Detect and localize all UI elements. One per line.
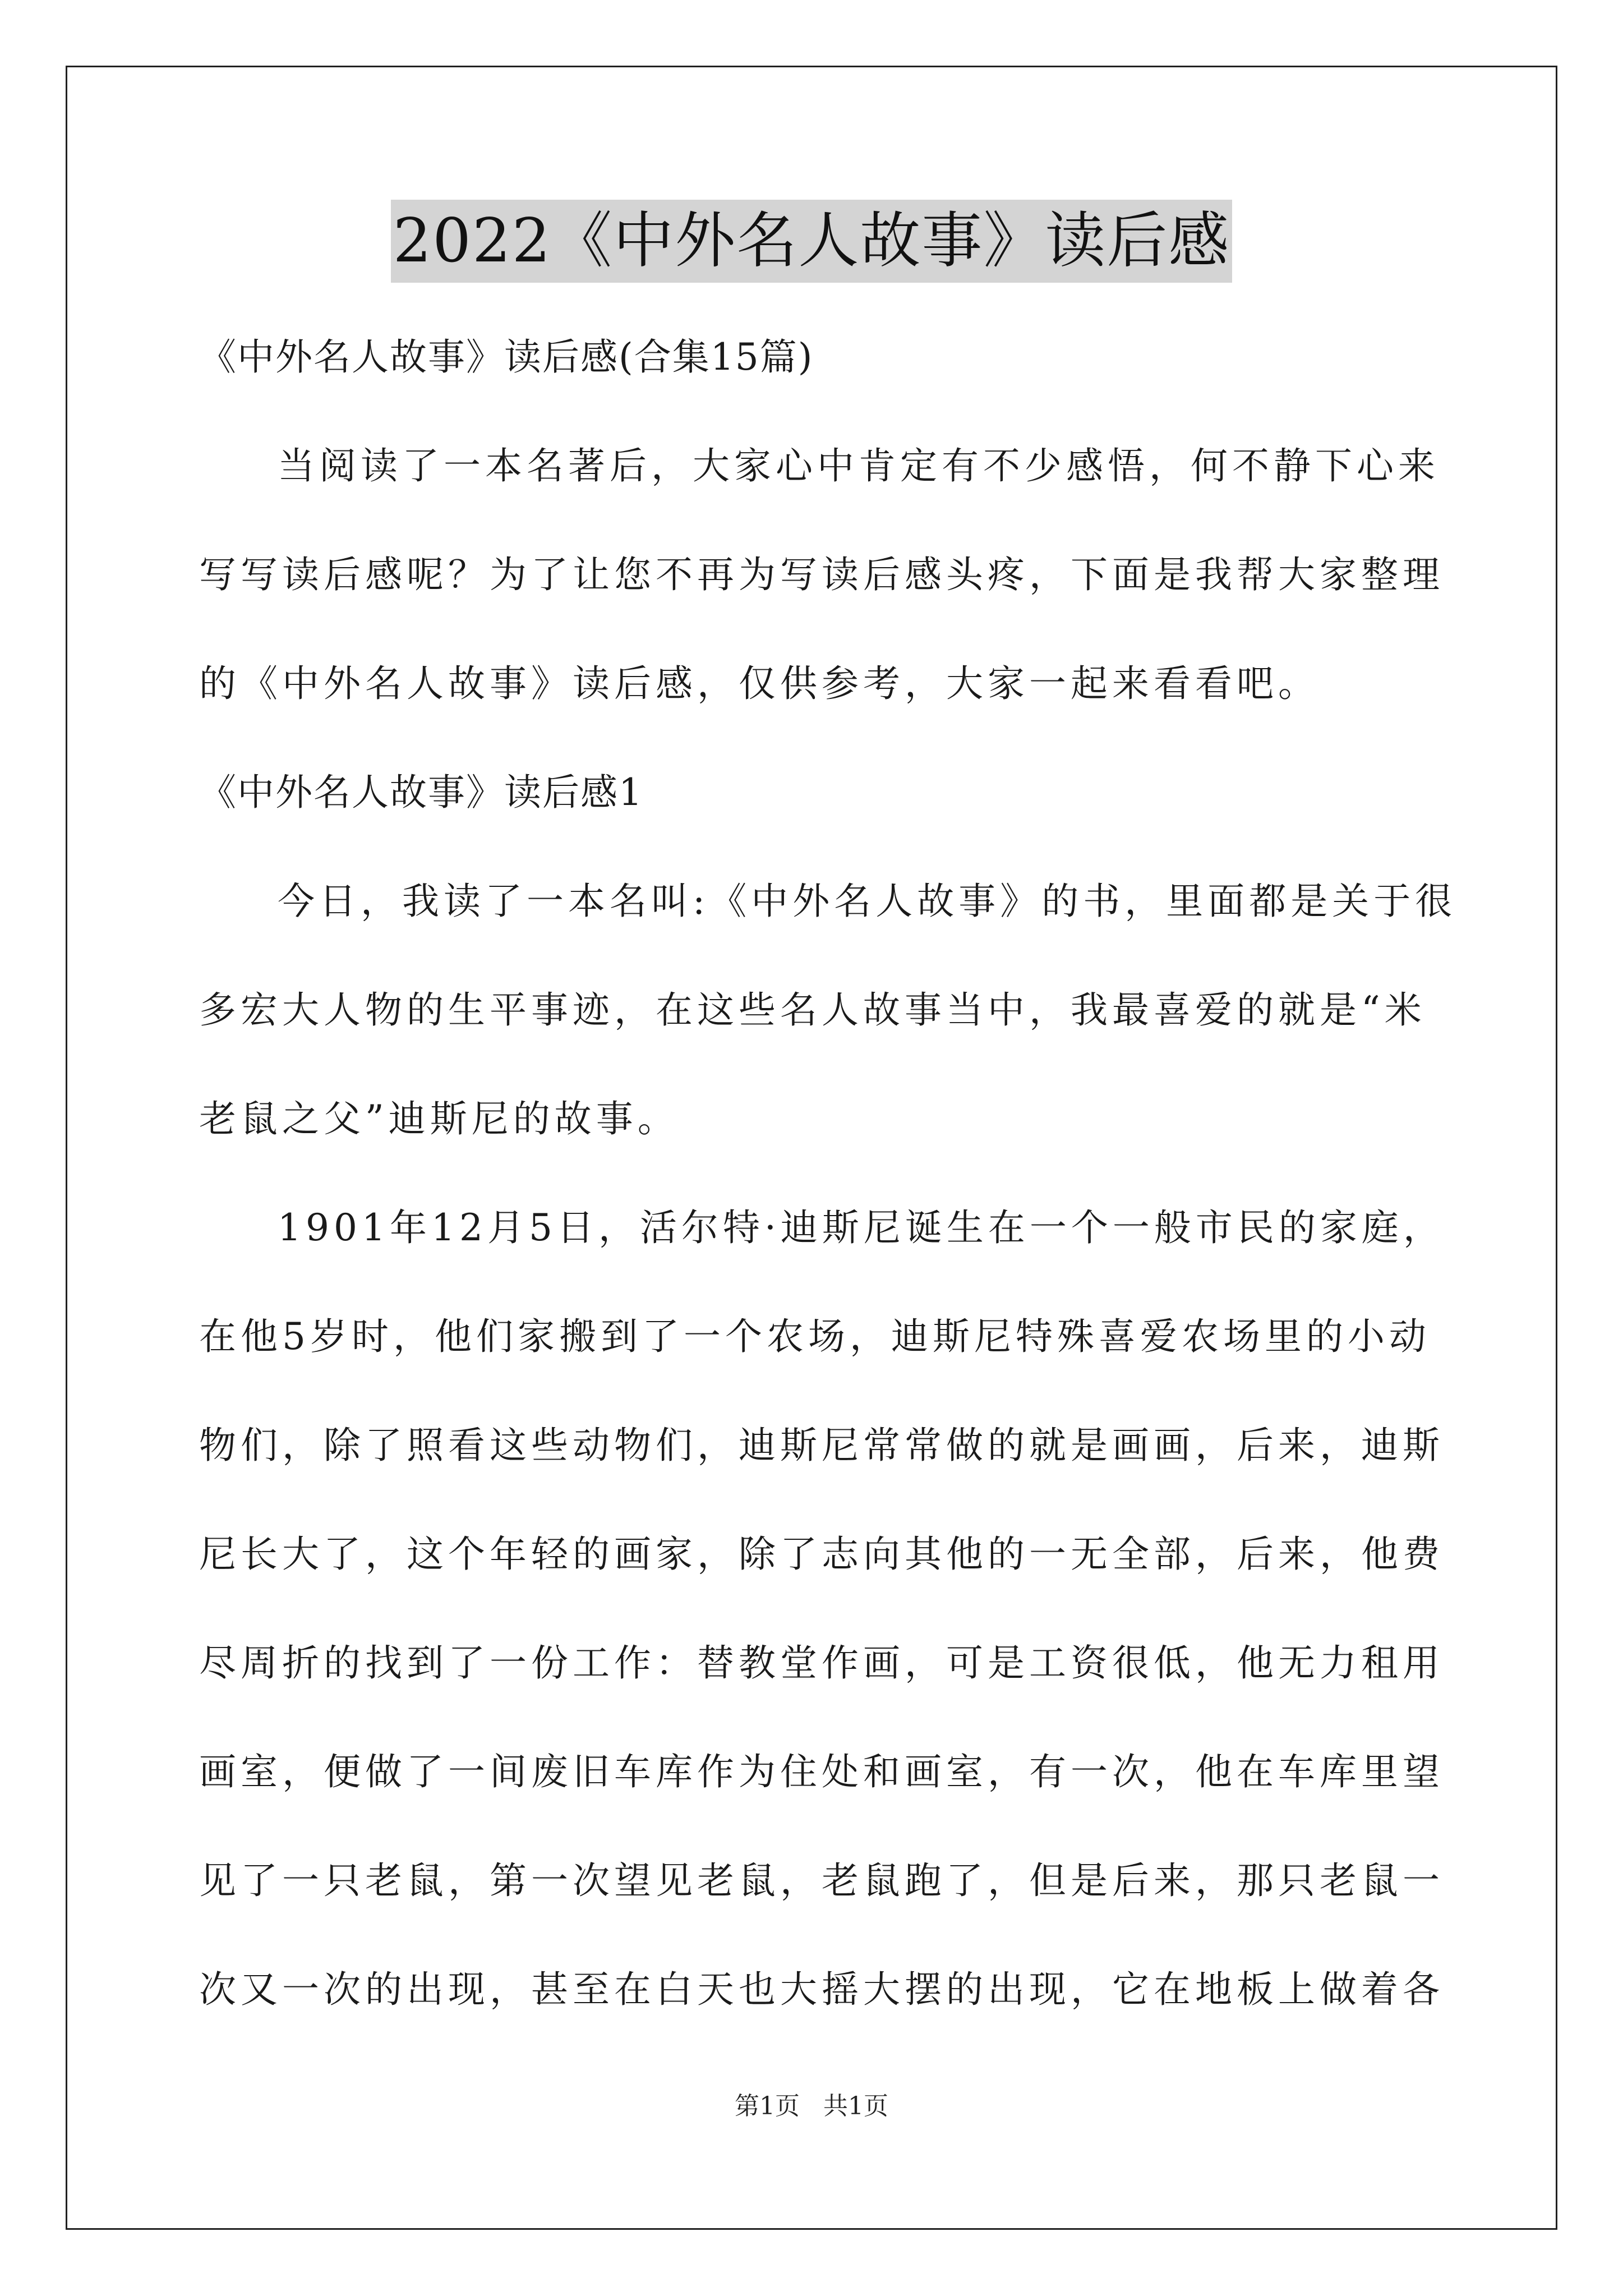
page-footer: 第1页 共1页 [735, 2092, 888, 2120]
para1-line-2: 多宏大人物的生平事迹，在这些名人故事当中，我最喜爱的就是“米 [199, 988, 1426, 1032]
para2-line-2: 在他5岁时，他们家搬到了一个农场，迪斯尼特殊喜爱农场里的小动 [199, 1315, 1431, 1358]
para2-line-7: 见了一只老鼠，第一次望见老鼠，老鼠跑了，但是后来，那只老鼠一 [199, 1859, 1444, 1902]
para2-line-6: 画室，便做了一间废旧车库作为住处和画室，有一次，他在车库里望 [199, 1750, 1444, 1793]
para2-line-5: 尽周折的找到了一份工作：替教堂作画，可是工资很低，他无力租用 [199, 1641, 1444, 1685]
document-body [199, 303, 1467, 2044]
document-title: 2022《中外名人故事》读后感 [391, 200, 1233, 283]
intro-line-3: 的《中外名人故事》读后感，仅供参考，大家一起来看看吧。 [199, 662, 1320, 705]
para2-line-1: 1901年12月5日，活尔特·迪斯尼诞生在一个一般市民的家庭， [278, 1206, 1445, 1249]
document-subtitle: 《中外名人故事》读后感(合集15篇) [199, 335, 814, 379]
para2-line-8: 次又一次的出现，甚至在白天也大摇大摆的出现，它在地板上做着各 [199, 1968, 1444, 2011]
section-heading: 《中外名人故事》读后感1 [199, 771, 643, 814]
para1-line-3: 老鼠之父”迪斯尼的故事。 [199, 1097, 679, 1140]
para2-line-3: 物们，除了照看这些动物们，迪斯尼常常做的就是画画，后来，迪斯 [199, 1424, 1444, 1467]
title-container [0, 200, 1623, 283]
intro-line-2: 写写读后感呢？为了让您不再为写读后感头疼，下面是我帮大家整理 [199, 553, 1444, 596]
para1-line-1: 今日，我读了一本名叫:《中外名人故事》的书，里面都是关于很 [278, 880, 1457, 923]
para2-line-4: 尼长大了，这个年轻的画家，除了志向其他的一无全部，后来，他费 [199, 1533, 1444, 1576]
intro-line-1: 当阅读了一本名著后，大家心中肯定有不少感悟，何不静下心来 [278, 444, 1440, 487]
